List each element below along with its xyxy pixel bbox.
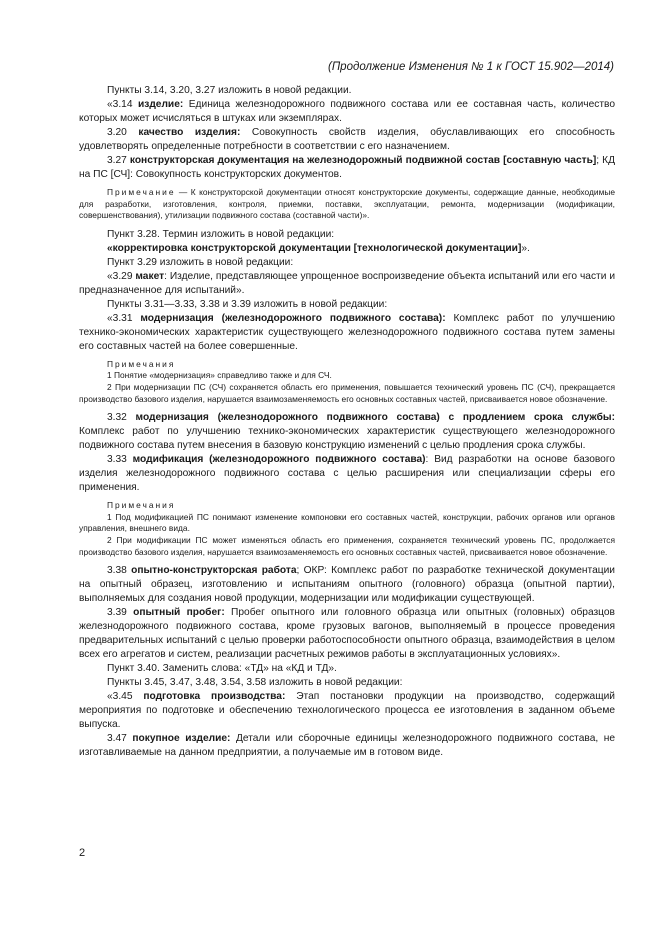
definition-3-45: «3.45 подготовка производства: Этап постановки продукции на производство, содержащий мероприятия по подготовке и обеспечению технологического процесса ее изготовления в заданном объеме выпуска. bbox=[79, 691, 615, 731]
paragraph-3-40: Пункт 3.40. Заменить слова: «ТД» на «КД и ТД». bbox=[107, 663, 337, 675]
page-number: 2 bbox=[79, 847, 86, 859]
paragraph-3-28: Пункт 3.28. Термин изложить в новой редакции: bbox=[107, 228, 335, 240]
term: «корректировка конструкторской документации [технологической документации] bbox=[107, 242, 522, 254]
term: конструкторская документация на железнодорожный подвижной состав [составную часть] bbox=[129, 155, 597, 166]
term: изделие: bbox=[138, 99, 184, 110]
definition-3-33: 3.33 модификация (железнодорожного подвижного состава): Вид разработки на основе базового изделия железнодорожного подвижного состава с целью расширения или специализации сферы его применения. bbox=[79, 454, 615, 494]
definition-3-31: «3.31 модернизация (железнодорожного подвижного состава): Комплекс работ по улучшению технико-экономических характеристик существующего железнодорожного подвижного состава путем замены его составных частей на более совершенные. bbox=[79, 312, 616, 352]
notes-label: Примечания bbox=[107, 500, 176, 511]
page-header: (Продолжение Изменения № 1 к ГОСТ 15.902—2014) bbox=[328, 61, 614, 73]
paragraph-3-29: Пункт 3.29 изложить в новой редакции: bbox=[107, 256, 294, 268]
term: модернизация (железнодорожного подвижного состава): bbox=[140, 312, 446, 324]
definition-3-39: 3.39 опытный пробег: Пробег опытного или головного образца или опытных (головных) образцов железнодорожного подвижного состава, кроме грузовых вагонов, выполняемый в процессе проведения предварительных испытаний с целью проверки работоспособности опытного образца, взаимодействия в целом всех его агрегатов и систем, реализации расчетных режимов работы в эксплуатационных условиях». bbox=[79, 607, 615, 661]
term: модернизация (железнодорожного подвижного состава) с продлением срока службы: bbox=[135, 412, 615, 424]
paragraph-3-31: Пункты 3.31—3.33, 3.38 и 3.39 изложить в новой редакции: bbox=[107, 298, 388, 310]
term: подготовка производства: bbox=[143, 691, 286, 703]
notes-label: Примечания bbox=[107, 358, 176, 369]
term: покупное изделие: bbox=[132, 733, 231, 745]
definition-3-32: 3.32 модернизация (железнодорожного подвижного состава) с продлением срока службы: Комплекс работ по улучшению технико-экономических характеристик существующего железнодорожного подвижного состава путем внесения в базовую конструкцию изменений с целью продления срока службы. bbox=[79, 412, 615, 452]
definition-3-29: «3.29 макет: Изделие, представляющее упрощенное воспроизведение объекта испытаний или его части и предназначенное для испытаний». bbox=[79, 270, 616, 296]
term-3-28: «корректировка конструкторской документации [технологической документации]». bbox=[107, 242, 530, 254]
definition-3-14: «3.14 изделие: Единица железнодорожного подвижного состава или ее составная часть, количество которых может исчисляться в штуках или экземплярах. bbox=[79, 99, 616, 124]
term: макет bbox=[135, 270, 165, 282]
note-3-27: Примечание — К конструкторской документации относят конструкторские документы, содержащие данные, необходимые для разработки, изготовления, контроля, приемки, поставки, эксплуатации, ремонта, модернизации (модификации, совершенствования), утилизации подвижного состава (составной части)». bbox=[79, 187, 615, 221]
note-item: 1 Понятие «модернизация» справедливо также и для СЧ. bbox=[107, 370, 332, 381]
definition-3-47: 3.47 покупное изделие: Детали или сборочные единицы железнодорожного подвижного состава, не изготавливаемые на данном предприятии, а получаемые им в готовом виде. bbox=[79, 733, 615, 759]
definition-3-27: 3.27 конструкторская документация на железнодорожный подвижной состав [составную часть]; КД на ПС [СЧ]: Совокупность конструкторских документов. bbox=[79, 155, 615, 180]
term: модификация (железнодорожного подвижного состава) bbox=[132, 454, 426, 466]
note-item: 2 При модернизации ПС (СЧ) сохраняется область его применения, повышается технический уровень ПС (СЧ), прекращается производство базового изделия, нарушается взаимозаменяемость его основных составных частей, присваивается новое обозначение. bbox=[79, 381, 615, 404]
paragraph-3-45: Пункты 3.45, 3.47, 3.48, 3.54, 3.58 изложить в новой редакции: bbox=[107, 677, 403, 689]
term: качество изделия: bbox=[138, 127, 241, 138]
definition-3-38: 3.38 опытно-конструкторская работа; ОКР: Комплекс работ по разработке технической документации на опытный образец, изготовлению и испытаниям опытного (головного) образца (опытной партии), выполняемых для создания новой продукции, модернизации или модификации существующей. bbox=[79, 565, 615, 605]
definition-3-20: 3.20 качество изделия: Совокупность свойств изделия, обуславливающих его способность удовлетворять определенные потребности в соответствии с его назначением. bbox=[79, 127, 615, 152]
paragraph-intro: Пункты 3.14, 3.20, 3.27 изложить в новой редакции. bbox=[107, 85, 352, 96]
note-item: 1 Под модификацией ПС понимают изменение компоновки его составных частей, конструкции, рабочих органов или органов управления, внешнего вида. bbox=[79, 511, 615, 534]
document-body bbox=[79, 84, 615, 760]
term: опытно-конструкторская работа bbox=[131, 565, 297, 577]
note-label: Примечание bbox=[107, 187, 176, 197]
note-item: 2 При модификации ПС может изменяться область его применения, сохраняется технический уровень ПС, продолжается производство базового изделия, нарушается взаимозаменяемость его основных составных частей, присваивается новое обозначение. bbox=[79, 534, 615, 557]
term: опытный пробег: bbox=[133, 607, 225, 619]
